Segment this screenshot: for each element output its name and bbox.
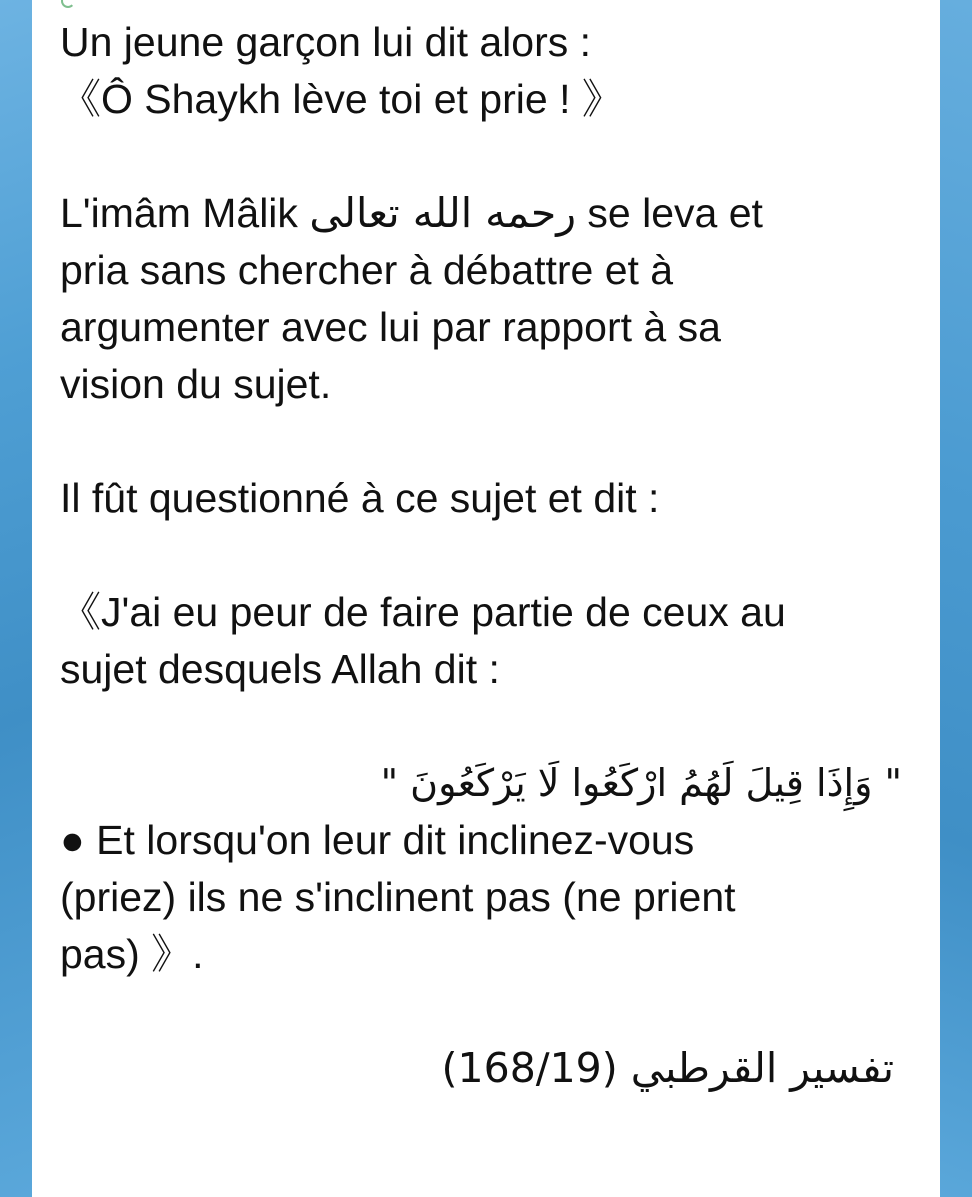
message-line: sujet desquels Allah dit : [60,646,500,692]
honorific-arabic: رحمه الله تعالى [309,189,576,237]
chat-background-left [0,0,32,1197]
message-text: L'imâm Mâlik [60,190,310,236]
message-line [60,185,920,242]
message-line: 《J'ai eu peur de faire partie de ceux au [60,589,786,635]
message-line: vision du sujet. [60,361,332,407]
message-line: 《Ô Shaykh lève toi et prie ! 》 [60,76,623,122]
message-line: ● Et lorsqu'on leur dit inclinez-vous [60,817,695,863]
message-line: pria sans chercher à débattre et à [60,247,674,293]
message-text: se leva et [576,190,763,236]
quran-verse: " وَإِذَا قِيلَ لَهُمُ ارْكَعُوا لَا يَرْكَعُونَ " [380,761,902,805]
message-line: Un jeune garçon lui dit alors : [60,19,592,65]
message-line: argumenter avec lui par rapport à sa [60,304,721,350]
message-line: Il fût questionné à ce sujet et dit : [60,475,660,521]
message-line: pas) 》. [60,931,204,977]
source-reference: تفسير القرطبي (168/19) [441,1044,894,1092]
chat-background-right [940,0,972,1197]
message-line: (priez) ils ne s'inclinent pas (ne prient [60,874,736,920]
